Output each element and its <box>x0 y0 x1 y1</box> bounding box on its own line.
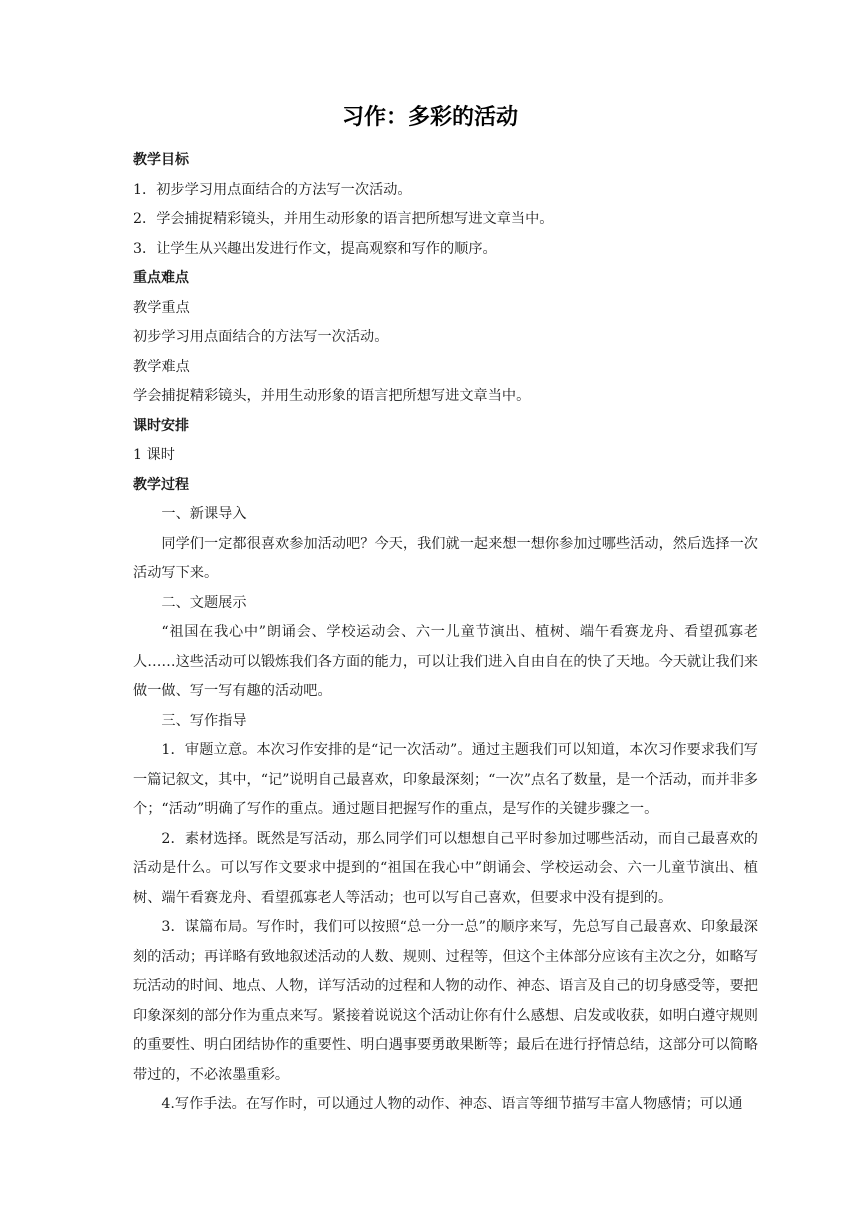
difficulty-text: 学会捕捉精彩镜头，并用生动形象的语言把所想写进文章当中。 <box>133 388 531 404</box>
section-title: 二、文题展示 <box>161 594 247 611</box>
section-title: 三、写作指导 <box>161 712 247 729</box>
paragraph: 1．审题立意。本次习作安排的是“记一次活动”。通过主题我们可以知道，本次习作要求我们写一篇记叙文，其中，“记”说明自己最喜欢，印象最深刻；“一次”点名了数量，是一个活动，而并非多个；“活动”明确了写作的重点。通过题目把握写作的重点，是写作的关键步骤之一。 <box>133 742 758 817</box>
focus-label: 教学重点 <box>133 299 190 316</box>
objectives-heading: 教学目标 <box>133 152 189 168</box>
paragraph: “祖国在我心中”朗诵会、学校运动会、六一儿童节演出、植树、端午看赛龙舟、看望孤寡老人……这些活动可以锻炼我们各方面的能力，可以让我们进入自由自在的快了天地。今天就让我们来做一做、写一写有趣的活动吧。 <box>133 624 758 699</box>
key-points-heading: 重点难点 <box>133 270 189 286</box>
paragraph: 同学们一定都很喜欢参加活动吧？今天，我们就一起来想一想你参加过哪些活动，然后选择一次活动写下来。 <box>133 535 758 581</box>
objective-item: 2．学会捕捉精彩镜头，并用生动形象的语言把所想写进文章当中。 <box>133 211 554 227</box>
paragraph: 4.写作手法。在写作时，可以通过人物的动作、神态、语言等细节描写丰富人物感情；可以通 <box>161 1096 743 1112</box>
page-title: 习作：多彩的活动 <box>341 105 518 130</box>
paragraph: 2．素材选择。既然是写活动，那么同学们可以想想自己平时参加过哪些活动，而自己最喜欢的活动是什么。可以写作文要求中提到的“祖国在我心中”朗诵会、学校运动会、六一儿童节演出、植树、端午看赛龙舟、看望孤寡老人等活动；也可以写自己喜欢，但要求中没有提到的。 <box>133 830 758 906</box>
objective-item: 3．让学生从兴趣出发进行作文，提高观察和写作的顺序。 <box>133 240 497 257</box>
objective-item: 1．初步学习用点面结合的方法写一次活动。 <box>133 181 412 198</box>
document-body <box>133 146 758 1120</box>
schedule-heading: 课时安排 <box>133 417 189 434</box>
paragraph: 3．谋篇布局。写作时，我们可以按照“总一分一总”的顺序来写，先总写自己最喜欢、印象最深刻的活动；再详略有致地叙述活动的人数、规则、过程等，但这个主体部分应该有主次之分，如略写玩活动的时间、地点、人物，详写活动的过程和人物的动作、神态、语言及自己的切身感受等，要把印象深刻的部分作为重点来写。紧接着说说这个活动让你有什么感想、启发或收获，如明白遵守规则的重要性、明白团结协作的重要性、明白遇事要勇敢果断等；最后在进行抒情总结，这部分可以简略带过的，不必浓墨重彩。 <box>133 919 758 1083</box>
section-title: 一、新课导入 <box>161 506 247 522</box>
process-heading: 教学过程 <box>133 476 189 493</box>
difficulty-label: 教学难点 <box>133 358 190 375</box>
schedule-text: 1 课时 <box>133 447 175 463</box>
focus-text: 初步学习用点面结合的方法写一次活动。 <box>133 329 389 345</box>
